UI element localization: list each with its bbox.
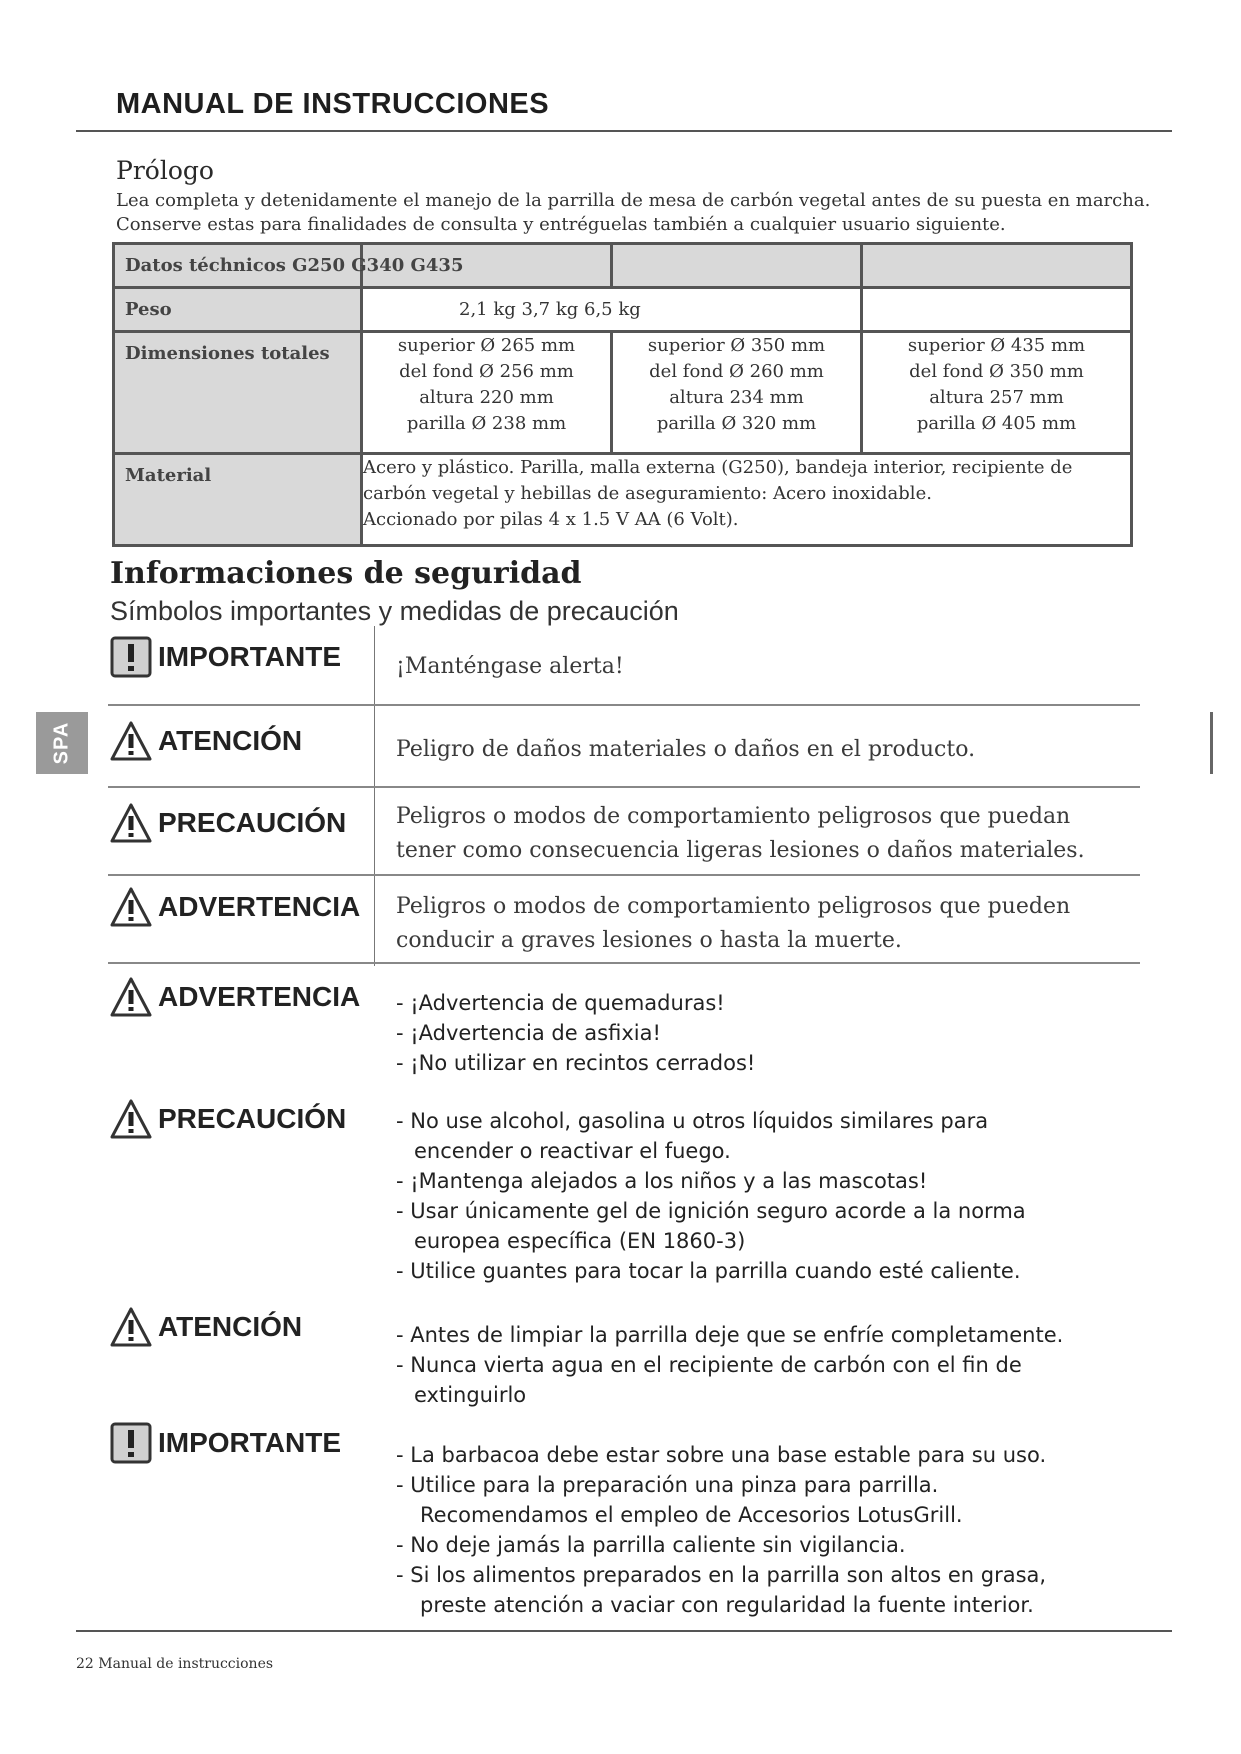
block-list: [396, 1106, 1026, 1286]
dims-top: superior Ø 350 mm: [647, 335, 826, 356]
list-item: - No use alcohol, gasolina u otros líquidos similares para: [396, 1109, 989, 1133]
symbols-divider: [374, 626, 375, 966]
material-line-2: carbón vegetal y hebillas de aseguramiento: Acero inoxidable.: [363, 483, 932, 504]
list-item: - Usar únicamente gel de ignición seguro acorde a la norma: [396, 1199, 1026, 1223]
row-divider: [108, 962, 1140, 964]
weight-empty-cell: [862, 288, 1132, 332]
header-rule: [76, 130, 1172, 132]
block-warning: [110, 976, 360, 1018]
warning-triangle-icon: [110, 976, 152, 1018]
material-line-3: Accionado por pilas 4 x 1.5 V AA (6 Volt).: [363, 509, 739, 530]
dims-g435: [862, 332, 1132, 454]
specs-header-cell: [612, 244, 862, 288]
prologue-line-1: Lea completa y detenidamente el manejo de la parrilla de mesa de carbón vegetal antes de su puesta en marcha.: [116, 190, 1151, 211]
block-attention: [110, 1306, 302, 1348]
block-label: IMPORTANTE: [158, 1427, 342, 1458]
symbol-desc: Peligro de daños materiales o daños en el producto.: [396, 737, 976, 762]
technical-data-table: [112, 242, 1133, 547]
block-caution: [110, 1098, 346, 1140]
block-label: ADVERTENCIA: [158, 981, 361, 1012]
symbol-label: IMPORTANTE: [158, 641, 342, 672]
symbol-row-caution: [110, 802, 346, 844]
row-divider: [108, 874, 1140, 876]
dims-g250: [362, 332, 612, 454]
warning-triangle-icon: [110, 720, 152, 762]
symbol-desc-line: tener como consecuencia ligeras lesiones o daños materiales.: [396, 838, 1085, 863]
material-label: Material: [114, 454, 362, 546]
symbol-desc: [396, 890, 1070, 958]
symbol-desc-line: conducir a graves lesiones o hasta la muerte.: [396, 928, 902, 953]
list-item: Recomendamos el empleo de Accesorios LotusGrill.: [420, 1503, 963, 1527]
warning-triangle-icon: [110, 1098, 152, 1140]
weight-label: Peso: [114, 288, 362, 332]
list-item: - ¡No utilizar en recintos cerrados!: [396, 1051, 756, 1075]
safety-heading: Informaciones de seguridad: [110, 556, 582, 591]
list-item: - ¡Advertencia de quemaduras!: [396, 991, 725, 1015]
dims-height: altura 234 mm: [669, 387, 804, 408]
dims-bottom: del fond Ø 260 mm: [649, 361, 824, 382]
block-label: PRECAUCIÓN: [158, 1103, 347, 1134]
footer-rule: [76, 1630, 1172, 1632]
specs-header-cell: [862, 244, 1132, 288]
list-item: encender o reactivar el fuego.: [414, 1139, 731, 1163]
margin-mark: [1210, 712, 1213, 774]
list-item: preste atención a vaciar con regularidad la fuente interior.: [420, 1593, 1034, 1617]
dims-top: superior Ø 435 mm: [907, 335, 1086, 356]
warning-triangle-icon: [110, 886, 152, 928]
symbol-label: ADVERTENCIA: [158, 891, 361, 922]
material-line-1: Acero y plástico. Parilla, malla externa (G250), bandeja interior, recipiente de: [363, 457, 1073, 478]
block-list: [396, 1320, 1063, 1410]
dims-grill: parilla Ø 238 mm: [406, 413, 567, 434]
list-item: - No deje jamás la parrilla caliente sin vigilancia.: [396, 1533, 906, 1557]
list-item: - Utilice para la preparación una pinza para parrilla.: [396, 1473, 939, 1497]
symbol-desc-line: Peligros o modos de comportamiento peligrosos que puedan: [396, 804, 1071, 829]
block-list: [396, 1440, 1046, 1620]
list-item: - Utilice guantes para tocar la parrilla cuando esté caliente.: [396, 1259, 1021, 1283]
dims-top: superior Ø 265 mm: [397, 335, 576, 356]
list-item: - Nunca vierta agua en el recipiente de carbón con el fin de: [396, 1353, 1022, 1377]
symbol-desc-line: Peligros o modos de comportamiento peligrosos que pueden: [396, 894, 1071, 919]
language-tab: [36, 712, 88, 774]
list-item: - La barbacoa debe estar sobre una base estable para su uso.: [396, 1443, 1047, 1467]
dims-bottom: del fond Ø 256 mm: [399, 361, 574, 382]
footer-text: 22 Manual de instrucciones: [76, 1656, 274, 1672]
specs-header-label: Datos téchnicos G250 G340 G435: [114, 244, 362, 288]
symbol-row-attention: [110, 720, 302, 762]
weight-value: 2,1 kg 3,7 kg 6,5 kg: [362, 288, 862, 332]
symbol-row-important: [110, 636, 341, 678]
block-label: ATENCIÓN: [158, 1311, 303, 1342]
safety-subheading: Símbolos importantes y medidas de precaución: [110, 596, 679, 626]
prologue-heading: Prólogo: [116, 156, 214, 185]
dims-g340: [612, 332, 862, 454]
warning-triangle-icon: [110, 1306, 152, 1348]
list-item: extinguirlo: [414, 1383, 527, 1407]
dims-height: altura 257 mm: [929, 387, 1064, 408]
block-important: [110, 1422, 341, 1464]
dims-bottom: del fond Ø 350 mm: [909, 361, 1084, 382]
list-item: - Antes de limpiar la parrilla deje que se enfríe completamente.: [396, 1323, 1064, 1347]
symbol-label: ATENCIÓN: [158, 725, 303, 756]
symbol-desc: [396, 800, 1085, 868]
warning-triangle-icon: [110, 802, 152, 844]
important-icon: [110, 636, 152, 678]
list-item: - Si los alimentos preparados en la parrilla son altos en grasa,: [396, 1563, 1047, 1587]
block-list: [396, 988, 755, 1078]
page-title: MANUAL DE INSTRUCCIONES: [116, 88, 550, 120]
language-tab-label: SPA: [50, 721, 73, 765]
dims-height: altura 220 mm: [419, 387, 554, 408]
row-divider: [108, 786, 1140, 788]
list-item: europea específica (EN 1860-3): [414, 1229, 746, 1253]
symbol-desc: ¡Manténgase alerta!: [396, 654, 624, 679]
material-value: [362, 454, 1132, 546]
dims-grill: parilla Ø 320 mm: [656, 413, 817, 434]
dims-grill: parilla Ø 405 mm: [916, 413, 1077, 434]
row-divider: [108, 704, 1140, 706]
symbol-label: PRECAUCIÓN: [158, 807, 347, 838]
list-item: - ¡Advertencia de asfixia!: [396, 1021, 661, 1045]
important-icon: [110, 1422, 152, 1464]
list-item: - ¡Mantenga alejados a los niños y a las mascotas!: [396, 1169, 928, 1193]
dims-label: Dimensiones totales: [114, 332, 362, 454]
prologue-line-2: Conserve estas para finalidades de consulta y entréguelas también a cualquier usuario siguiente.: [116, 214, 1006, 235]
symbol-row-warning: [110, 886, 360, 928]
